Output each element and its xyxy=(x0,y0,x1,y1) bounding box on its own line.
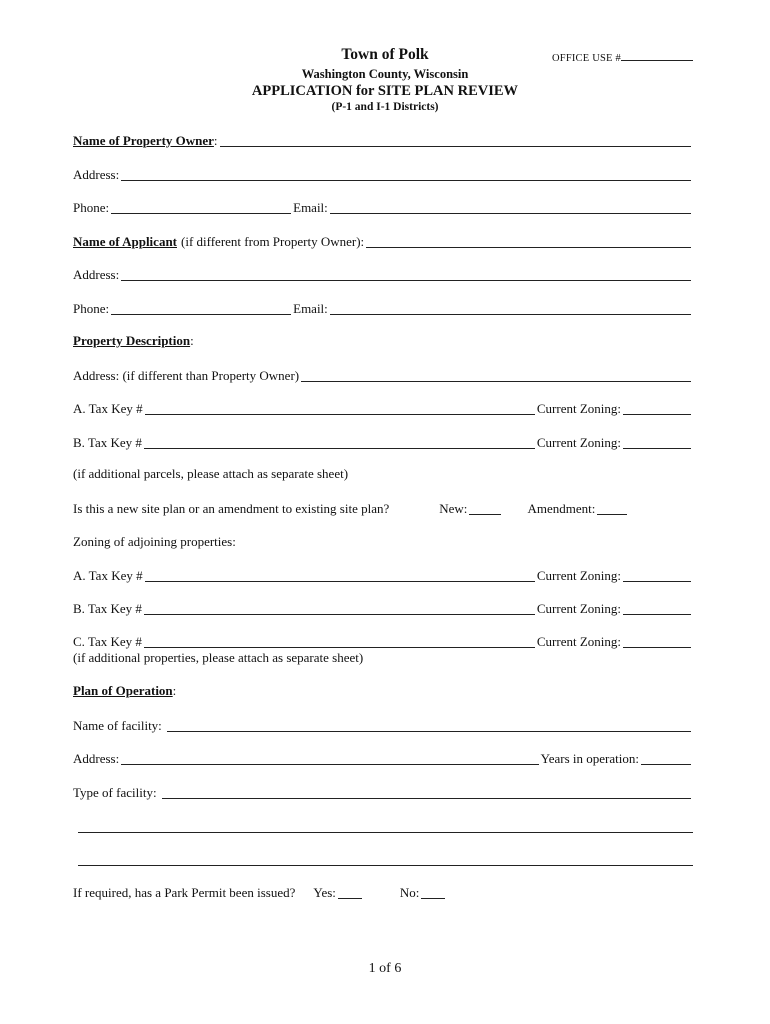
adjoining-zoning-c-field[interactable] xyxy=(623,635,691,648)
property-description-heading xyxy=(73,333,194,349)
owner-name-row xyxy=(73,132,693,149)
adjoining-tax-a-field[interactable] xyxy=(145,569,535,582)
property-zoning-b-label: Current Zoning: xyxy=(536,435,621,450)
owner-name-field[interactable] xyxy=(220,134,691,147)
applicant-contact-row xyxy=(73,300,693,317)
office-use-line[interactable] xyxy=(621,51,693,61)
facility-type-field[interactable] xyxy=(162,786,691,799)
plan-of-operation-title: Plan of Operation xyxy=(73,683,173,698)
owner-phone-label: Phone: xyxy=(73,200,110,215)
applicant-address-row xyxy=(73,266,693,283)
owner-address-row xyxy=(73,166,693,183)
page-number: 1 of 6 xyxy=(368,961,402,976)
adjoining-tax-b-label: B. Tax Key # xyxy=(73,601,142,616)
facility-name-row xyxy=(73,717,693,734)
applicant-name-heading: Name of Applicant xyxy=(73,234,177,249)
applicant-phone-field[interactable] xyxy=(111,302,291,315)
property-zoning-a-field[interactable] xyxy=(623,402,691,415)
adjoining-additional-note: (if additional properties, please attach as separate sheet) xyxy=(73,650,364,665)
applicant-address-field[interactable] xyxy=(121,268,691,281)
districts-subtitle: (P-1 and I-1 Districts) xyxy=(331,101,439,113)
facility-type-line-3[interactable] xyxy=(78,865,693,866)
owner-address-label: Address: xyxy=(73,167,120,182)
property-tax-b-label: B. Tax Key # xyxy=(73,435,142,450)
park-permit-yes-label: Yes: xyxy=(313,885,336,900)
property-address-row xyxy=(73,367,693,384)
applicant-address-label: Address: xyxy=(73,267,120,282)
adjoining-tax-b-field[interactable] xyxy=(144,602,535,615)
owner-address-field[interactable] xyxy=(121,168,691,181)
facility-name-label: Name of facility: xyxy=(73,718,162,733)
adjoining-zoning-a-field[interactable] xyxy=(623,569,691,582)
new-field[interactable] xyxy=(469,502,501,515)
adjoining-zoning-a-label: Current Zoning: xyxy=(536,568,621,583)
facility-address-label: Address: xyxy=(73,751,120,766)
facility-type-row xyxy=(73,784,693,801)
adjoining-tax-c-row xyxy=(73,633,693,650)
adjoining-tax-b-row xyxy=(73,600,693,617)
property-address-label: Address: (if different than Property Owner) xyxy=(73,368,300,383)
facility-type-line-2[interactable] xyxy=(78,832,693,833)
new-or-amend-row xyxy=(73,500,685,517)
park-permit-row xyxy=(73,884,493,901)
adjoining-tax-c-field[interactable] xyxy=(144,635,535,648)
property-description-colon: : xyxy=(190,333,194,348)
facility-name-field[interactable] xyxy=(167,719,691,732)
county-subtitle: Washington County, Wisconsin xyxy=(301,67,469,81)
applicant-name-field[interactable] xyxy=(366,235,691,248)
applicant-email-field[interactable] xyxy=(330,302,691,315)
property-zoning-b-field[interactable] xyxy=(623,436,691,449)
amendment-field[interactable] xyxy=(597,502,627,515)
park-permit-question: If required, has a Park Permit been issued? xyxy=(73,885,296,900)
property-tax-a-row xyxy=(73,400,693,417)
adjoining-zoning-c-label: Current Zoning: xyxy=(536,634,621,649)
park-permit-no-label: No: xyxy=(399,885,420,900)
years-in-operation-label: Years in operation: xyxy=(540,751,639,766)
office-use-field[interactable] xyxy=(552,51,693,64)
amendment-label: Amendment: xyxy=(527,501,596,516)
plan-of-operation-colon: : xyxy=(172,683,177,698)
property-additional-note: (if additional parcels, please attach as separate sheet) xyxy=(73,466,349,481)
facility-type-label: Type of facility: xyxy=(73,785,157,800)
owner-email-label: Email: xyxy=(293,200,328,215)
application-title: APPLICATION for SITE PLAN REVIEW xyxy=(251,83,519,99)
property-tax-a-field[interactable] xyxy=(145,402,535,415)
owner-contact-row xyxy=(73,199,693,216)
new-or-amend-question: Is this a new site plan or an amendment to existing site plan? xyxy=(73,501,390,516)
park-permit-yes-field[interactable] xyxy=(338,886,362,899)
adjoining-tax-a-row xyxy=(73,567,693,584)
owner-phone-field[interactable] xyxy=(111,201,291,214)
adjoining-heading: Zoning of adjoining properties: xyxy=(73,534,236,549)
applicant-phone-label: Phone: xyxy=(73,301,110,316)
adjoining-zoning-b-label: Current Zoning: xyxy=(536,601,621,616)
applicant-name-note: (if different from Property Owner): xyxy=(181,234,365,249)
years-in-operation-field[interactable] xyxy=(641,752,691,765)
park-permit-no-field[interactable] xyxy=(421,886,445,899)
applicant-email-label: Email: xyxy=(293,301,328,316)
property-description-title: Property Description xyxy=(73,333,191,348)
applicant-name-row xyxy=(73,233,693,250)
owner-name-colon: : xyxy=(213,133,218,148)
plan-of-operation-heading xyxy=(73,683,176,699)
adjoining-zoning-b-field[interactable] xyxy=(623,602,691,615)
town-title: Town of Polk xyxy=(341,46,429,63)
adjoining-tax-a-label: A. Tax Key # xyxy=(73,568,143,583)
owner-email-field[interactable] xyxy=(330,201,691,214)
facility-address-row xyxy=(73,750,693,767)
office-use-label: OFFICE USE # xyxy=(552,53,621,64)
new-label: New: xyxy=(439,501,468,516)
property-tax-b-row xyxy=(73,434,693,451)
facility-address-field[interactable] xyxy=(121,752,538,765)
property-address-field[interactable] xyxy=(301,369,691,382)
property-tax-a-label: A. Tax Key # xyxy=(73,401,143,416)
property-tax-b-field[interactable] xyxy=(144,436,535,449)
adjoining-tax-c-label: C. Tax Key # xyxy=(73,634,142,649)
property-zoning-a-label: Current Zoning: xyxy=(536,401,621,416)
owner-name-heading: Name of Property Owner xyxy=(73,133,214,148)
